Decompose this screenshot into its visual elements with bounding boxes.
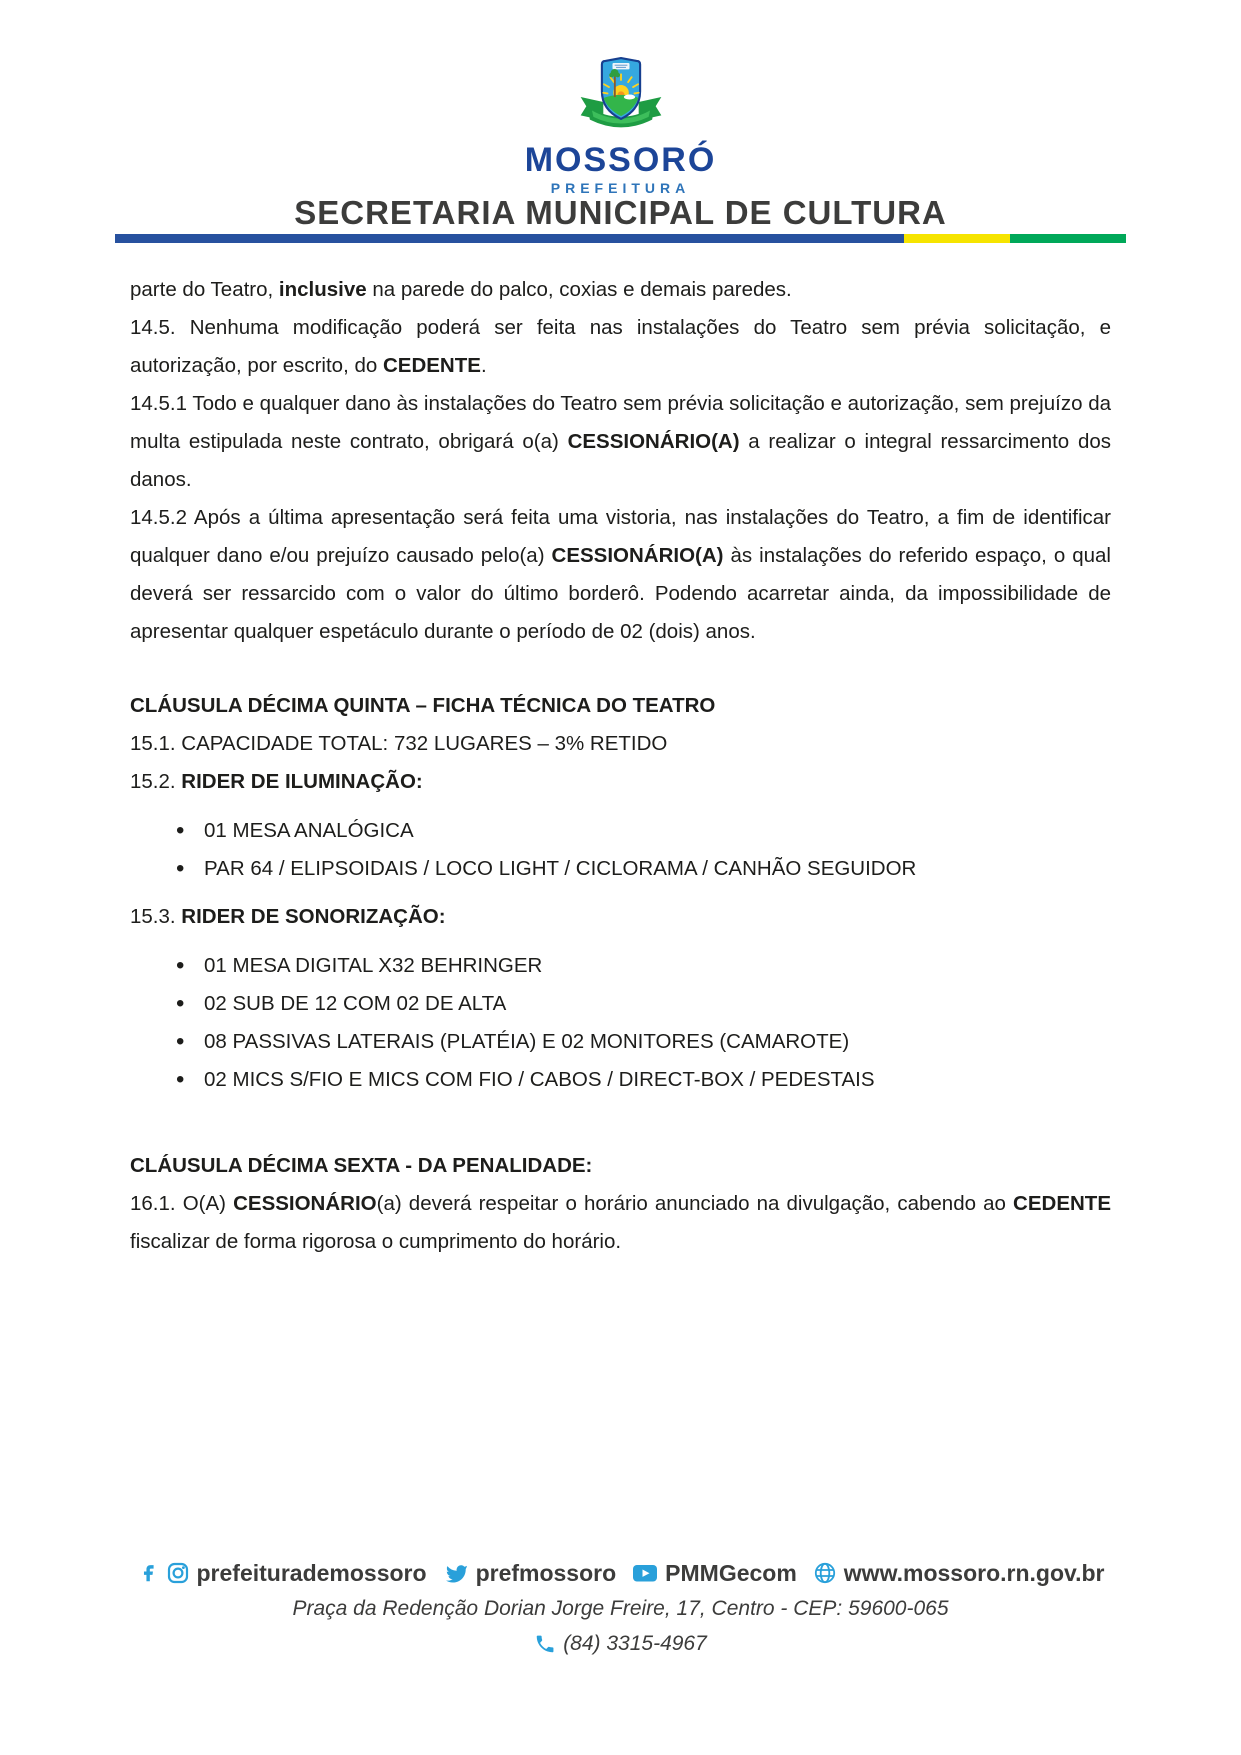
social-label: prefmossoro [475, 1560, 617, 1586]
phone-number: (84) 3315-4967 [563, 1632, 707, 1655]
list-item: • PAR 64 / ELIPSOIDAIS / LOCO LIGHT / CICLORAMA / CANHÃO SEGUIDOR [130, 850, 1111, 888]
list-item: • 02 MICS S/FIO E MICS COM FIO / CABOS / DIRECT-BOX / PEDESTAIS [130, 1061, 1111, 1099]
address-line: Praça da Redenção Dorian Jorge Freire, 17, Centro - CEP: 59600-065 [292, 1597, 949, 1620]
letterhead [0, 0, 1241, 243]
social-label: PMMGecom [665, 1560, 797, 1586]
clause-14-5-2: 14.5.2 Após a última apresentação será feita uma vistoria, nas instalações do Teatro, a fim de identificar qualquer dano e/ou prejuízo causado pelo(a) CESSIONÁRIO(A) às instalações do referido espaço, o qual deverá ser ressarcido com o valor do último borderô. Podendo acarretar ainda, da impossibilidade de apresentar qualquer espetáculo durante o período de 02 (dois) anos. [130, 506, 1111, 643]
list-item: • 01 MESA ANALÓGICA [130, 812, 1111, 850]
clause-15-3: 15.3. RIDER DE SONORIZAÇÃO: [130, 905, 446, 928]
continuation-paragraph: parte do Teatro, inclusive na parede do palco, coxias e demais paredes. [130, 278, 792, 301]
clause-16-heading: CLÁUSULA DÉCIMA SEXTA - DA PENALIDADE: [130, 1154, 593, 1177]
header-divider-bar [115, 234, 1126, 243]
clause-16-1: 16.1. O(A) CESSIONÁRIO(a) deverá respeitar o horário anunciado na divulgação, cabendo ao CEDENTE fiscalizar de forma rigorosa o cumprimento do horário. [130, 1192, 1111, 1253]
divider-blue-segment [115, 234, 904, 243]
phone-line [0, 1629, 1241, 1659]
list-item: • 02 SUB DE 12 COM 02 DE ALTA [130, 985, 1111, 1023]
facebook-icon [137, 1561, 159, 1585]
twitter-icon [443, 1561, 469, 1585]
mossoro-crest-logo [575, 52, 667, 142]
page-footer [0, 1557, 1241, 1659]
youtube-icon [632, 1562, 658, 1584]
clause-15-1: 15.1. CAPACIDADE TOTAL: 732 LUGARES – 3% RETIDO [130, 732, 668, 755]
social-media-row [0, 1557, 1241, 1589]
social-group [137, 1557, 427, 1589]
social-group [443, 1557, 617, 1589]
list-item: • 08 PASSIVAS LATERAIS (PLATÉIA) E 02 MONITORES (CAMAROTE) [130, 1023, 1111, 1061]
brand-name: MOSSORÓ [524, 141, 717, 179]
instagram-icon [166, 1561, 190, 1585]
divider-yellow-segment [904, 234, 1010, 243]
social-group [813, 1557, 1105, 1589]
social-group [632, 1557, 797, 1589]
divider-green-segment [1010, 234, 1126, 243]
brand-subtitle: PREFEITURA [550, 180, 691, 196]
clause-15-heading: CLÁUSULA DÉCIMA QUINTA – FICHA TÉCNICA DO TEATRO [130, 694, 716, 717]
department-title: SECRETARIA MUNICIPAL DE CULTURA [294, 194, 947, 231]
sound-rider-list [130, 947, 1111, 1099]
clause-14-5-1: 14.5.1 Todo e qualquer dano às instalações do Teatro sem prévia solicitação e autorização, sem prejuízo da multa estipulada neste contrato, obrigará o(a) CESSIONÁRIO(A) a realizar o integral ressarcimento dos danos. [130, 392, 1111, 491]
phone-icon [534, 1633, 556, 1655]
clause-15-2: 15.2. RIDER DE ILUMINAÇÃO: [130, 770, 423, 793]
lighting-rider-list [130, 812, 1111, 888]
clause-14-5: 14.5. Nenhuma modificação poderá ser feita nas instalações do Teatro sem prévia solicitação, e autorização, por escrito, do CEDENTE. [130, 316, 1111, 377]
list-item: • 01 MESA DIGITAL X32 BEHRINGER [130, 947, 1111, 985]
social-label: prefeiturademossoro [196, 1560, 427, 1586]
document-body [0, 243, 1241, 1261]
social-label: www.mossoro.rn.gov.br [843, 1560, 1105, 1586]
globe-icon [813, 1561, 837, 1585]
